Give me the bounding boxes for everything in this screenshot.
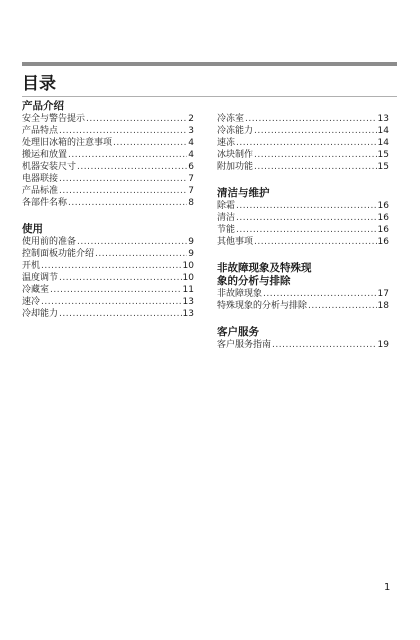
toc-entry[interactable] xyxy=(22,284,194,296)
toc-entry[interactable] xyxy=(22,113,194,125)
dot-leader xyxy=(254,161,377,173)
toc-entry-label: 开机 xyxy=(22,261,41,271)
toc-entry-label: 速冻 xyxy=(217,138,236,148)
toc-entry-page: 14 xyxy=(377,138,389,148)
toc-entry-label: 冰块制作 xyxy=(217,150,254,160)
toc-entry-label: 特殊现象的分析与排除 xyxy=(217,301,308,311)
section-heading-usage: 使用 xyxy=(22,223,43,235)
toc-entry-page: 14 xyxy=(377,126,389,136)
toc-entry[interactable] xyxy=(217,161,389,173)
toc-entry-page: 11 xyxy=(182,285,194,295)
toc-entry-page: 15 xyxy=(377,150,389,160)
dot-leader xyxy=(50,284,182,296)
dot-leader xyxy=(254,149,377,161)
toc-entry[interactable] xyxy=(22,260,194,272)
dot-leader xyxy=(77,161,187,173)
toc-entry[interactable] xyxy=(217,125,389,137)
toc-entry[interactable] xyxy=(217,113,389,125)
section-heading-troubleshooting xyxy=(217,262,389,288)
toc-entry-label: 温度调节 xyxy=(22,273,59,283)
section-heading-line: 象的分析与排除 xyxy=(217,275,291,287)
toc-entry-label: 非故障现象 xyxy=(217,289,263,299)
toc-entry-page: 3 xyxy=(188,126,194,136)
dot-leader xyxy=(77,236,187,248)
toc-entry-label: 处理旧冰箱的注意事项 xyxy=(22,138,113,148)
toc-entry[interactable] xyxy=(217,300,389,312)
toc-right-column xyxy=(217,100,389,351)
dot-leader xyxy=(263,288,377,300)
toc-entry-page: 8 xyxy=(188,198,194,208)
section-heading-line: 非故障现象及特殊现 xyxy=(217,262,312,274)
toc-entry[interactable] xyxy=(217,224,389,236)
toc-entry[interactable] xyxy=(22,137,194,149)
section-heading-cleaning: 清洁与维护 xyxy=(217,187,270,199)
toc-entry[interactable] xyxy=(22,185,194,197)
toc-entry-page: 7 xyxy=(188,174,194,184)
dot-leader xyxy=(272,339,377,351)
dot-leader xyxy=(59,125,187,137)
toc-entry-label: 节能 xyxy=(217,225,236,235)
toc-entry-label: 控制面板功能介绍 xyxy=(22,249,95,259)
dot-leader xyxy=(59,185,187,197)
toc-entry[interactable] xyxy=(217,212,389,224)
toc-entry-page: 4 xyxy=(188,150,194,160)
toc-entry[interactable] xyxy=(22,308,194,320)
toc-entry-label: 安全与警告提示 xyxy=(22,114,86,124)
toc-list-cleaning xyxy=(217,200,389,248)
toc-entry-page: 18 xyxy=(377,301,389,311)
toc-entry-label: 使用前的准备 xyxy=(22,237,77,247)
toc-entry[interactable] xyxy=(217,149,389,161)
dot-leader xyxy=(245,113,377,125)
dot-leader xyxy=(59,272,182,284)
toc-entry-page: 17 xyxy=(377,289,389,299)
toc-entry-page: 13 xyxy=(182,297,194,307)
dot-leader xyxy=(236,224,377,236)
section-heading-product-intro: 产品介绍 xyxy=(22,100,64,112)
dot-leader xyxy=(95,248,187,260)
toc-list-usage xyxy=(22,236,194,320)
toc-entry[interactable] xyxy=(217,137,389,149)
dot-leader xyxy=(254,125,377,137)
dot-leader xyxy=(41,260,182,272)
toc-entry-page: 9 xyxy=(188,237,194,247)
toc-entry-page: 10 xyxy=(182,261,194,271)
toc-entry-page: 16 xyxy=(377,225,389,235)
toc-entry-label: 清洁 xyxy=(217,213,236,223)
toc-entry[interactable] xyxy=(22,197,194,209)
toc-entry[interactable] xyxy=(22,272,194,284)
dot-leader xyxy=(68,149,187,161)
toc-entry[interactable] xyxy=(217,236,389,248)
toc-entry[interactable] xyxy=(22,149,194,161)
toc-entry[interactable] xyxy=(22,161,194,173)
toc-entry-label: 产品特点 xyxy=(22,126,59,136)
toc-entry-page: 10 xyxy=(182,273,194,283)
toc-entry-label: 电器联接 xyxy=(22,174,59,184)
dot-leader xyxy=(68,197,187,209)
toc-entry-label: 产品标准 xyxy=(22,186,59,196)
dot-leader xyxy=(113,137,187,149)
toc-entry-label: 冷冻能力 xyxy=(217,126,254,136)
toc-entry-label: 机器安装尺寸 xyxy=(22,162,77,172)
page-title: 目录 xyxy=(22,74,56,94)
toc-list-troubleshooting xyxy=(217,288,389,312)
dot-leader xyxy=(236,200,377,212)
toc-entry-page: 4 xyxy=(188,138,194,148)
title-rule xyxy=(22,96,397,97)
toc-entry-page: 9 xyxy=(188,249,194,259)
toc-entry-page: 2 xyxy=(188,114,194,124)
dot-leader xyxy=(59,173,187,185)
top-rule xyxy=(22,62,397,66)
dot-leader xyxy=(41,296,182,308)
toc-entry[interactable] xyxy=(22,173,194,185)
toc-entry-label: 冷却能力 xyxy=(22,309,59,319)
toc-entry-label: 其他事项 xyxy=(217,237,254,247)
toc-list-product-intro xyxy=(22,113,194,209)
toc-left-column xyxy=(22,100,194,320)
toc-entry-label: 冷藏室 xyxy=(22,285,50,295)
toc-list-service xyxy=(217,339,389,351)
toc-entry-label: 冷冻室 xyxy=(217,114,245,124)
page-number: 1 xyxy=(384,582,391,593)
toc-entry[interactable] xyxy=(217,200,389,212)
toc-entry-label: 速冷 xyxy=(22,297,41,307)
dot-leader xyxy=(236,212,377,224)
toc-entry-page: 7 xyxy=(188,186,194,196)
toc-entry-label: 搬运和放置 xyxy=(22,150,68,160)
toc-entry-page: 19 xyxy=(377,340,389,350)
toc-entry-label: 各部件名称 xyxy=(22,198,68,208)
toc-entry-page: 16 xyxy=(377,237,389,247)
dot-leader xyxy=(308,300,377,312)
dot-leader xyxy=(59,308,182,320)
toc-entry-page: 15 xyxy=(377,162,389,172)
toc-entry-page: 13 xyxy=(377,114,389,124)
toc-entry-page: 6 xyxy=(188,162,194,172)
dot-leader xyxy=(236,137,377,149)
toc-entry-page: 16 xyxy=(377,213,389,223)
toc-entry[interactable] xyxy=(217,288,389,300)
toc-entry-page: 13 xyxy=(182,309,194,319)
toc-entry-page: 16 xyxy=(377,201,389,211)
toc-entry[interactable] xyxy=(22,248,194,260)
section-heading-service: 客户服务 xyxy=(217,326,259,338)
toc-entry[interactable] xyxy=(22,296,194,308)
dot-leader xyxy=(86,113,187,125)
toc-entry-label: 客户服务指南 xyxy=(217,340,272,350)
toc-entry-label: 附加功能 xyxy=(217,162,254,172)
toc-entry[interactable] xyxy=(22,236,194,248)
dot-leader xyxy=(254,236,377,248)
toc-list-usage-continued xyxy=(217,113,389,173)
toc-entry[interactable] xyxy=(217,339,389,351)
toc-entry[interactable] xyxy=(22,125,194,137)
toc-entry-label: 除霜 xyxy=(217,201,236,211)
